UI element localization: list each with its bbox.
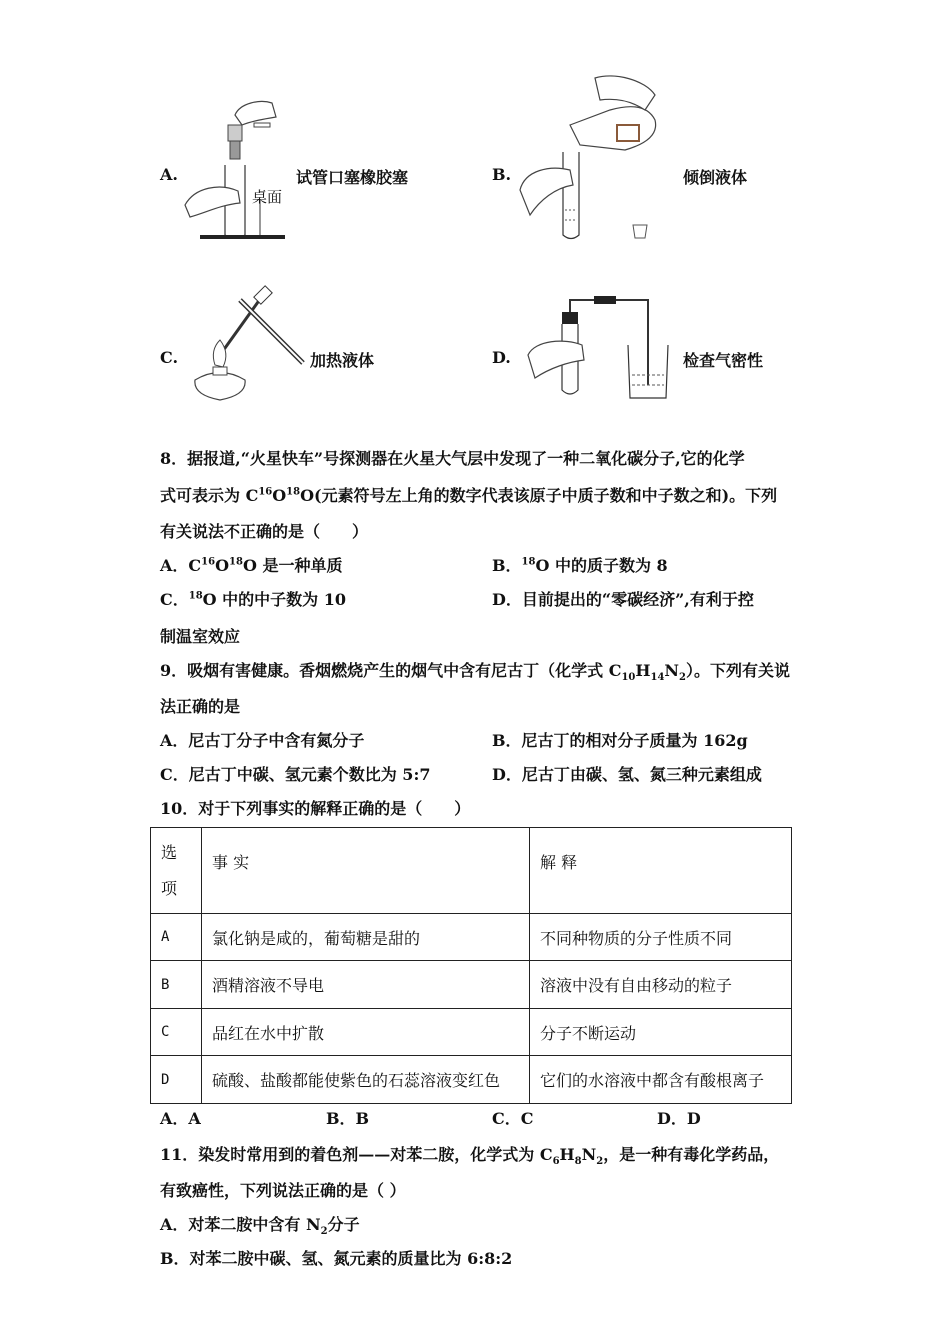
q11-sub: 2 [596,1156,604,1168]
row-fact: 硫酸、盐酸都能使紫色的石蕊溶液变红色 [202,1056,530,1104]
q8-sup: 16 [201,556,216,568]
option-caption: 加热液体 [310,351,375,370]
q11-text: 分子 [327,1215,360,1234]
option-caption: 检查气密性 [683,351,764,370]
q9-sub: 14 [650,672,665,684]
figure-label: 桌面 [252,188,283,206]
q8-option-d-continued: 制温室效应 [160,627,241,646]
q8-sup: 16 [258,486,273,498]
q10-table [150,827,792,1104]
table-row [151,1009,792,1056]
row-option: D [151,1056,202,1104]
q8-text: O [272,486,287,505]
q9-sub: 2 [679,672,687,684]
header-fact: 事 实 [202,828,530,914]
row-fact: 酒精溶液不导电 [202,961,530,1009]
q9-text: N [664,661,680,680]
row-fact: 氯化钠是咸的，葡萄糖是甜的 [202,914,530,961]
q8-text: B． [492,556,522,575]
option-letter: B. [492,165,512,184]
header-text: 选 [161,842,178,862]
q9-option-b[interactable]: B．尼古丁的相对分子质量为 162g [492,731,748,750]
q11-option-a[interactable] [160,1212,360,1237]
q8-text: O(元素符号左上角的数字代表该原子中质子数和中子数之和)。下列 [300,486,778,505]
q8-sup: 18 [286,486,301,498]
q9-text: H [635,661,651,680]
row-fact: 品红在水中扩散 [202,1009,530,1056]
q8-text: O [215,556,230,575]
table-row [151,914,792,961]
heat-liquid-figure [185,285,310,405]
q9-option-d[interactable]: D．尼古丁由碳、氢、氮三种元素组成 [492,765,762,784]
q9-text: ）。下列有关说 [686,661,791,680]
q8-text: O 是一种单质 [242,556,343,575]
q11-sub: 2 [320,1226,328,1238]
q11-text: H [559,1145,575,1164]
q11-sub: 6 [552,1156,560,1168]
q8-text: O 中的质子数为 8 [535,556,668,575]
q11-text: A．对苯二胺中含有 N [160,1215,321,1234]
option-caption: 倾倒液体 [683,168,748,187]
q8-option-a[interactable] [160,553,342,576]
q8-option-c[interactable] [160,587,346,610]
q8-text: C． [160,590,189,609]
q11-text: ，是一种有毒化学药品， [603,1145,780,1164]
q8-sup: 18 [521,556,536,568]
q11-stem-line2: 有致癌性，下列说法正确的是（ ） [160,1181,406,1200]
header-option [151,828,202,914]
q9-option-a[interactable]: A．尼古丁分子中含有氮分子 [160,731,365,750]
q8-stem-line3: 有关说法不正确的是（ ） [160,522,369,541]
q8-text: O 中的中子数为 10 [202,590,347,609]
q9-sub: 10 [621,672,636,684]
q8-sup: 18 [229,556,243,568]
header-explain: 解 释 [530,828,792,914]
q11-sub: 8 [574,1156,582,1168]
row-explain: 溶液中没有自由移动的粒子 [530,961,792,1009]
q9-stem-line2: 法正确的是 [160,697,241,716]
q9-stem-line1 [160,658,790,683]
row-option: B [151,961,202,1009]
q11-text: 11．染发时常用到的着色剂——对苯二胺，化学式为 C [160,1145,553,1164]
table-row [151,1056,792,1104]
q8-text: A．C [160,556,202,575]
q11-text: N [581,1145,597,1164]
q9-text: 9．吸烟有害健康。香烟燃烧产生的烟气中含有尼古丁（化学式 C [160,661,622,680]
q8-sup: 18 [188,590,203,602]
row-explain: 分子不断运动 [530,1009,792,1056]
table-row [151,961,792,1009]
q8-text: 式可表示为 C [160,486,259,505]
q11-stem-line1 [160,1142,779,1167]
option-letter: A. [160,165,178,184]
row-option: C [151,1009,202,1056]
q8-stem-line2 [160,483,777,506]
q10-answer-a[interactable]: A．A [160,1109,201,1128]
row-explain: 它们的水溶液中都含有酸根离子 [530,1056,792,1104]
table-header-row [151,828,792,914]
q10-answer-c[interactable]: C．C [492,1109,534,1128]
q10-stem: 10．对于下列事实的解释正确的是（ ） [160,799,471,818]
option-letter: D. [492,348,511,367]
q10-answer-d[interactable]: D．D [657,1109,701,1128]
option-letter: C. [160,348,179,367]
q11-option-b[interactable]: B．对苯二胺中碳、氢、氮元素的质量比为 6:8:2 [160,1249,513,1268]
row-option: A [151,914,202,961]
q8-stem-line1: 8．据报道,“火星快车”号探测器在火星大气层中发现了一种二氧化碳分子,它的化学 [160,449,745,468]
q8-option-d[interactable]: D．目前提出的“零碳经济”,有利于控 [492,590,754,609]
stopper-testtube-figure [180,95,290,245]
q8-option-b[interactable] [492,553,668,576]
airtightness-check-figure [520,290,670,405]
pour-liquid-figure [515,70,665,250]
q10-answer-b[interactable]: B．B [326,1109,370,1128]
option-caption: 试管口塞橡胶塞 [296,168,409,187]
header-text: 项 [161,878,178,898]
row-explain: 不同种物质的分子性质不同 [530,914,792,961]
q9-option-c[interactable]: C．尼古丁中碳、氢元素个数比为 5:7 [160,765,431,784]
